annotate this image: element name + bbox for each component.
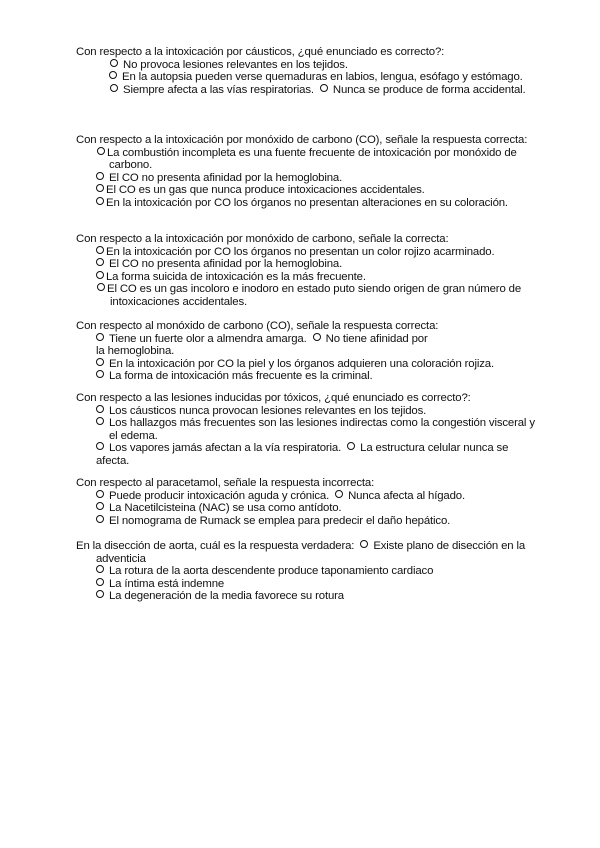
question-text: Con respecto al paracetamol, señale la respuesta incorrecta: xyxy=(76,477,375,489)
circle-bullet-icon xyxy=(109,71,117,79)
option-item: En la intoxicación por CO los órganos no presentan un color rojizo acarminado. xyxy=(76,246,546,259)
option-item: La rotura de la aorta descendente produce taponamiento cardiaco xyxy=(76,565,546,578)
circle-bullet-icon xyxy=(96,370,104,378)
circle-bullet-icon xyxy=(96,271,104,279)
question-block xyxy=(76,320,546,383)
option-list xyxy=(76,147,546,210)
question-block xyxy=(76,540,546,603)
option-list xyxy=(76,246,546,309)
circle-bullet-icon xyxy=(96,197,104,205)
question-text: Con respecto a las lesiones inducidas por tóxicos, ¿qué enunciado es correcto?: xyxy=(76,392,471,404)
question-block xyxy=(76,46,546,96)
circle-bullet-icon xyxy=(97,147,105,155)
question-text: Con respecto al monóxido de carbono (CO), señale la respuesta correcta: xyxy=(76,320,439,332)
circle-bullet-icon xyxy=(96,578,104,586)
question-block xyxy=(76,134,546,210)
circle-bullet-icon xyxy=(96,442,104,450)
circle-bullet-icon xyxy=(347,442,355,450)
option-item: La íntima está indemne xyxy=(76,578,546,591)
option-item: El CO no presenta afinidad por la hemoglobina. xyxy=(76,258,546,271)
option-list xyxy=(76,490,546,528)
option-item: Siempre afecta a las vías respiratorias. Nunca se produce de forma accidental. xyxy=(76,84,546,97)
option-item: En la autopsia pueden verse quemaduras en labios, lengua, esófago y estómago. xyxy=(76,71,546,84)
option-item: No provoca lesiones relevantes en los tejidos. xyxy=(76,59,546,72)
circle-bullet-icon xyxy=(96,246,104,254)
option-item: La forma de intoxicación más frecuente es la criminal. xyxy=(76,370,546,383)
question-text: En la disección de aorta, cuál es la respuesta verdadera: xyxy=(76,540,355,552)
option-item: En la intoxicación por CO los órganos no presentan alteraciones en su coloración. xyxy=(76,197,546,210)
question-block xyxy=(76,233,546,309)
circle-bullet-icon xyxy=(96,184,104,192)
option-item: El CO es un gas incoloro e inodoro en estado puto siendo origen de gran número de intoxicaciones accidentales. xyxy=(76,283,546,308)
circle-bullet-icon xyxy=(96,515,104,523)
circle-bullet-icon xyxy=(96,405,104,413)
option-item: En la intoxicación por CO la piel y los órganos adquieren una coloración rojiza. xyxy=(76,358,546,371)
circle-bullet-icon xyxy=(96,417,104,425)
circle-bullet-icon xyxy=(320,84,328,92)
circle-bullet-icon xyxy=(96,565,104,573)
option-item: Puede producir intoxicación aguda y crónica. Nunca afecta al hígado. xyxy=(76,490,546,503)
circle-bullet-icon xyxy=(313,333,321,341)
option-item: Los cáusticos nunca provocan lesiones relevantes en los tejidos. xyxy=(76,405,546,418)
option-item: Los hallazgos más frecuentes son las lesiones indirectas como la congestión visceral y el edema. xyxy=(76,417,546,442)
option-item: La combustión incompleta es una fuente frecuente de intoxicación por monóxido de carbono. xyxy=(76,147,546,172)
circle-bullet-icon xyxy=(110,59,118,67)
circle-bullet-icon xyxy=(96,333,104,341)
circle-bullet-icon xyxy=(96,258,104,266)
option-item: El nomograma de Rumack se emplea para predecir el daño hepático. xyxy=(76,515,546,528)
option-item: La forma suicida de intoxicación es la más frecuente. xyxy=(76,271,546,284)
option-item: Existe plano de disección en la adventicia xyxy=(96,540,526,565)
option-item: El CO no presenta afinidad por la hemoglobina. xyxy=(76,172,546,185)
circle-bullet-icon xyxy=(96,490,104,498)
option-list xyxy=(76,333,546,383)
question-text: Con respecto a la intoxicación por monóxido de carbono (CO), señale la respuesta correcta: xyxy=(76,134,528,146)
circle-bullet-icon xyxy=(97,283,105,291)
question-text: Con respecto a la intoxicación por cáusticos, ¿qué enunciado es correcto?: xyxy=(76,46,445,58)
question-line xyxy=(76,540,546,565)
option-list xyxy=(76,565,546,603)
option-item: El CO es un gas que nunca produce intoxicaciones accidentales. xyxy=(76,184,546,197)
option-item: La Nacetilcisteina (NAC) se usa como antídoto. xyxy=(76,502,546,515)
question-block xyxy=(76,477,546,527)
circle-bullet-icon xyxy=(96,358,104,366)
circle-bullet-icon xyxy=(360,540,368,548)
option-item: La degeneración de la media favorece su rotura xyxy=(76,590,546,603)
circle-bullet-icon xyxy=(96,502,104,510)
circle-bullet-icon xyxy=(96,590,104,598)
question-block xyxy=(76,392,546,468)
circle-bullet-icon xyxy=(96,172,104,180)
option-list xyxy=(76,405,546,468)
option-list xyxy=(76,59,546,97)
circle-bullet-icon xyxy=(335,490,343,498)
circle-bullet-icon xyxy=(110,84,118,92)
option-item: Los vapores jamás afectan a la vía respiratoria. La estructura celular nunca se afecta. xyxy=(96,442,509,467)
question-text: Con respecto a la intoxicación por monóxido de carbono, señale la correcta: xyxy=(76,233,449,245)
option-item: Tiene un fuerte olor a almendra amarga. No tiene afinidad por la hemoglobina. xyxy=(96,332,428,358)
